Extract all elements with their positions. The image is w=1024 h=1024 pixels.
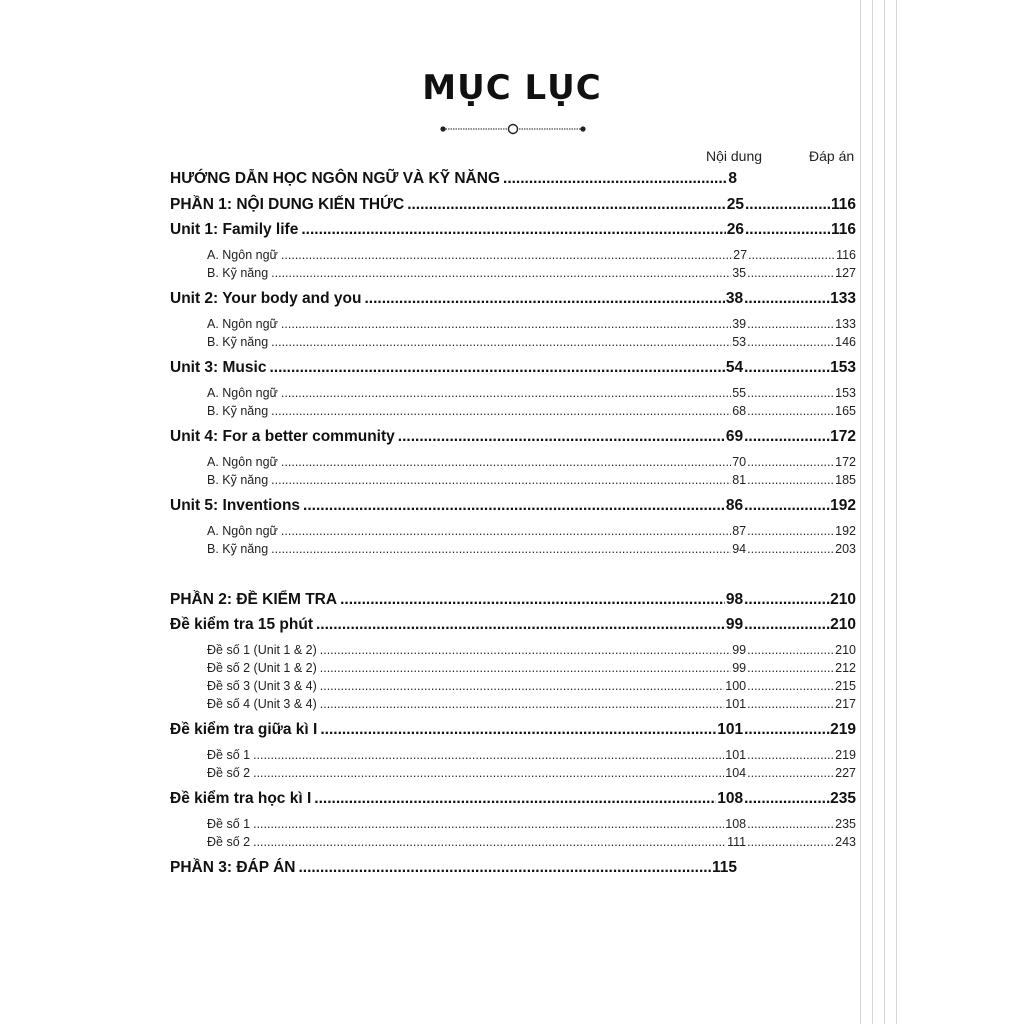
answer-page-number: 165	[835, 404, 856, 418]
dot-leader	[271, 542, 731, 556]
dot-leader	[253, 835, 726, 849]
content-page-number: 68	[732, 404, 747, 418]
content-page-number: 8	[728, 170, 737, 187]
content-page-number: 104	[725, 766, 747, 780]
answer-page-number: 219	[835, 748, 856, 762]
answer-page-number: 153	[830, 359, 856, 376]
dot-leader	[301, 221, 725, 239]
answer-page-number: 235	[835, 817, 856, 831]
toc-subitem-row	[170, 661, 856, 681]
toc-label: A. Ngôn ngữ	[207, 386, 278, 400]
answer-page-number: 210	[830, 591, 856, 608]
toc-subitem-row	[170, 335, 856, 355]
answer-page-number: 203	[835, 542, 856, 556]
answer-page-number: 185	[835, 473, 856, 487]
content-page-number: 38	[725, 290, 744, 307]
toc-label: Đề kiểm tra 15 phút	[170, 616, 313, 633]
dot-leader	[747, 542, 835, 556]
dot-leader	[320, 679, 725, 693]
dot-leader	[747, 697, 835, 711]
content-page-number: 86	[725, 497, 744, 514]
content-page-number: 55	[732, 386, 747, 400]
answer-page-number: 227	[835, 766, 856, 780]
dot-leader	[340, 591, 725, 609]
dot-leader	[744, 428, 830, 446]
dot-leader	[253, 817, 724, 831]
dot-leader	[744, 359, 830, 377]
toc-heading-row	[170, 497, 856, 517]
dot-leader	[748, 248, 836, 262]
toc-subitem-row	[170, 455, 856, 475]
answer-page-number: 146	[835, 335, 856, 349]
content-page-number: 25	[726, 196, 744, 213]
toc-subitem-row	[170, 835, 856, 855]
dot-leader	[747, 766, 835, 780]
page-title: MỤC LỤC	[422, 68, 602, 108]
answer-page-number: 192	[830, 497, 856, 514]
toc-label: Đề số 1 (Unit 1 & 2)	[207, 643, 317, 657]
toc-label: Unit 3: Music	[170, 359, 267, 376]
toc-label: Đề kiểm tra giữa kì I	[170, 721, 318, 738]
toc-heading-row	[170, 170, 737, 190]
toc-label: Đề kiểm tra học kì I	[170, 790, 312, 807]
answer-page-number: 116	[830, 196, 856, 213]
dot-leader	[271, 404, 731, 418]
answer-page-number: 116	[836, 248, 856, 262]
dot-leader	[314, 790, 716, 808]
toc-label: B. Kỹ năng	[207, 335, 269, 349]
dot-leader	[303, 497, 725, 515]
toc-heading-row	[170, 790, 856, 810]
toc-subitem-row	[170, 817, 856, 837]
toc-subitem-row	[170, 404, 856, 424]
dot-leader	[744, 790, 830, 808]
answer-page-number: 212	[835, 661, 856, 675]
toc-subitem-row	[170, 542, 856, 562]
dot-leader	[298, 859, 711, 877]
content-page-number: 39	[732, 317, 747, 331]
dot-leader	[320, 643, 731, 657]
answer-page-number: 235	[830, 790, 856, 807]
toc-subitem-row	[170, 386, 856, 406]
content-page-number: 99	[732, 661, 747, 675]
toc-subitem-row	[170, 266, 856, 286]
dot-leader	[747, 386, 835, 400]
toc-heading-row	[170, 221, 856, 241]
dot-leader	[745, 196, 831, 214]
content-page-number: 27	[733, 248, 748, 262]
dot-leader	[281, 386, 731, 400]
answer-page-number: 217	[835, 697, 856, 711]
answer-page-number: 133	[830, 290, 856, 307]
dot-leader	[398, 428, 725, 446]
dot-leader	[747, 835, 835, 849]
content-page-number: 99	[725, 616, 744, 633]
dot-leader	[744, 497, 830, 515]
toc-label: Unit 1: Family life	[170, 221, 299, 238]
answer-page-number: 210	[830, 616, 856, 633]
content-page-number: 54	[725, 359, 744, 376]
dot-leader	[744, 616, 830, 634]
dot-leader	[364, 290, 724, 308]
toc-subitem-row	[170, 643, 856, 663]
column-header-answers: Đáp án	[809, 148, 855, 164]
toc-subitem-row	[170, 766, 856, 786]
toc-subitem-row	[170, 248, 856, 268]
toc-subitem-row	[170, 524, 856, 544]
toc-label: HƯỚNG DẪN HỌC NGÔN NGỮ VÀ KỸ NĂNG	[170, 170, 501, 187]
dot-leader	[320, 661, 731, 675]
toc-heading-row	[170, 616, 856, 636]
toc-heading-row	[170, 359, 856, 379]
toc-heading-row	[170, 196, 856, 216]
dot-leader	[747, 404, 835, 418]
dot-leader	[253, 766, 724, 780]
toc-label: Đề số 1	[207, 817, 251, 831]
dot-leader	[744, 591, 830, 609]
toc-label: B. Kỹ năng	[207, 542, 269, 556]
toc-label: A. Ngôn ngữ	[207, 524, 278, 538]
content-page-number: 101	[725, 748, 747, 762]
toc-heading-row	[170, 721, 856, 741]
content-page-number: 69	[725, 428, 744, 445]
dot-leader	[747, 455, 835, 469]
toc-subitem-row	[170, 697, 856, 717]
toc-label: Đề số 2 (Unit 1 & 2)	[207, 661, 317, 675]
toc-label: Đề số 1	[207, 748, 251, 762]
toc-label: Đề số 2	[207, 835, 251, 849]
page-edge-line	[884, 0, 885, 1024]
dot-leader	[320, 721, 716, 739]
content-page-number: 94	[732, 542, 747, 556]
dot-leader	[747, 748, 835, 762]
answer-page-number: 172	[835, 455, 856, 469]
dot-leader	[271, 266, 731, 280]
answer-page-number: 210	[835, 643, 856, 657]
content-page-number: 99	[732, 643, 747, 657]
answer-page-number: 219	[830, 721, 856, 738]
content-page-number: 101	[725, 697, 747, 711]
dot-leader	[744, 721, 830, 739]
toc-label: A. Ngôn ngữ	[207, 455, 278, 469]
toc-label: Đề số 2	[207, 766, 251, 780]
content-page-number: 70	[732, 455, 747, 469]
answer-page-number: 116	[830, 221, 856, 238]
toc-label: Đề số 4 (Unit 3 & 4)	[207, 697, 317, 711]
dot-leader	[747, 679, 835, 693]
toc-label: B. Kỹ năng	[207, 266, 269, 280]
content-page-number: 98	[725, 591, 744, 608]
dot-leader	[281, 248, 732, 262]
toc-heading-row	[170, 859, 737, 879]
content-page-number: 108	[725, 817, 747, 831]
toc-subitem-row	[170, 679, 856, 699]
content-page-number: 53	[732, 335, 747, 349]
dot-leader	[744, 290, 830, 308]
toc-subitem-row	[170, 473, 856, 493]
answer-page-number: 133	[835, 317, 856, 331]
dot-leader	[745, 221, 831, 239]
dot-leader	[503, 170, 727, 188]
toc-label: A. Ngôn ngữ	[207, 317, 278, 331]
content-page-number: 100	[725, 679, 747, 693]
toc-label: B. Kỹ năng	[207, 473, 269, 487]
content-page-number: 26	[726, 221, 744, 238]
title-ornament-icon	[440, 122, 586, 136]
answer-page-number: 243	[835, 835, 856, 849]
dot-leader	[281, 317, 731, 331]
dot-leader	[747, 643, 835, 657]
page-edge-line	[896, 0, 897, 1024]
page-edge-line	[872, 0, 873, 1024]
toc-label: PHẦN 3: ĐÁP ÁN	[170, 859, 296, 876]
content-page-number: 108	[717, 790, 744, 807]
toc-heading-row	[170, 290, 856, 310]
dot-leader	[269, 359, 724, 377]
toc-label: Đề số 3 (Unit 3 & 4)	[207, 679, 317, 693]
answer-page-number: 127	[835, 266, 856, 280]
content-page-number: 111	[727, 835, 747, 849]
toc-heading-row	[170, 591, 856, 611]
toc-label: Unit 4: For a better community	[170, 428, 395, 445]
dot-leader	[281, 524, 731, 538]
dot-leader	[747, 524, 835, 538]
dot-leader	[407, 196, 726, 214]
page-edge-line	[860, 0, 861, 1024]
toc-subitem-row	[170, 748, 856, 768]
answer-page-number: 172	[830, 428, 856, 445]
toc-label: Unit 2: Your body and you	[170, 290, 362, 307]
toc-label: B. Kỹ năng	[207, 404, 269, 418]
dot-leader	[281, 455, 731, 469]
dot-leader	[747, 335, 835, 349]
content-page-number: 101	[717, 721, 744, 738]
dot-leader	[747, 661, 835, 675]
column-header-content: Nội dung	[706, 148, 763, 164]
dot-leader	[747, 817, 835, 831]
toc-subitem-row	[170, 317, 856, 337]
answer-page-number: 153	[835, 386, 856, 400]
dot-leader	[271, 473, 731, 487]
dot-leader	[316, 616, 725, 634]
toc-label: Unit 5: Inventions	[170, 497, 301, 514]
dot-leader	[253, 748, 724, 762]
toc-label: PHẦN 2: ĐỀ KIỂM TRA	[170, 591, 338, 608]
toc-label: A. Ngôn ngữ	[207, 248, 278, 262]
content-page-number: 87	[732, 524, 747, 538]
content-page-number: 115	[711, 859, 737, 876]
dot-leader	[747, 317, 835, 331]
dot-leader	[271, 335, 731, 349]
dot-leader	[747, 473, 835, 487]
dot-leader	[747, 266, 835, 280]
toc-label: PHẦN 1: NỘI DUNG KIẾN THỨC	[170, 196, 405, 213]
answer-page-number: 192	[835, 524, 856, 538]
content-page-number: 81	[732, 473, 747, 487]
answer-page-number: 215	[835, 679, 856, 693]
content-page-number: 35	[732, 266, 747, 280]
dot-leader	[320, 697, 725, 711]
toc-heading-row	[170, 428, 856, 448]
